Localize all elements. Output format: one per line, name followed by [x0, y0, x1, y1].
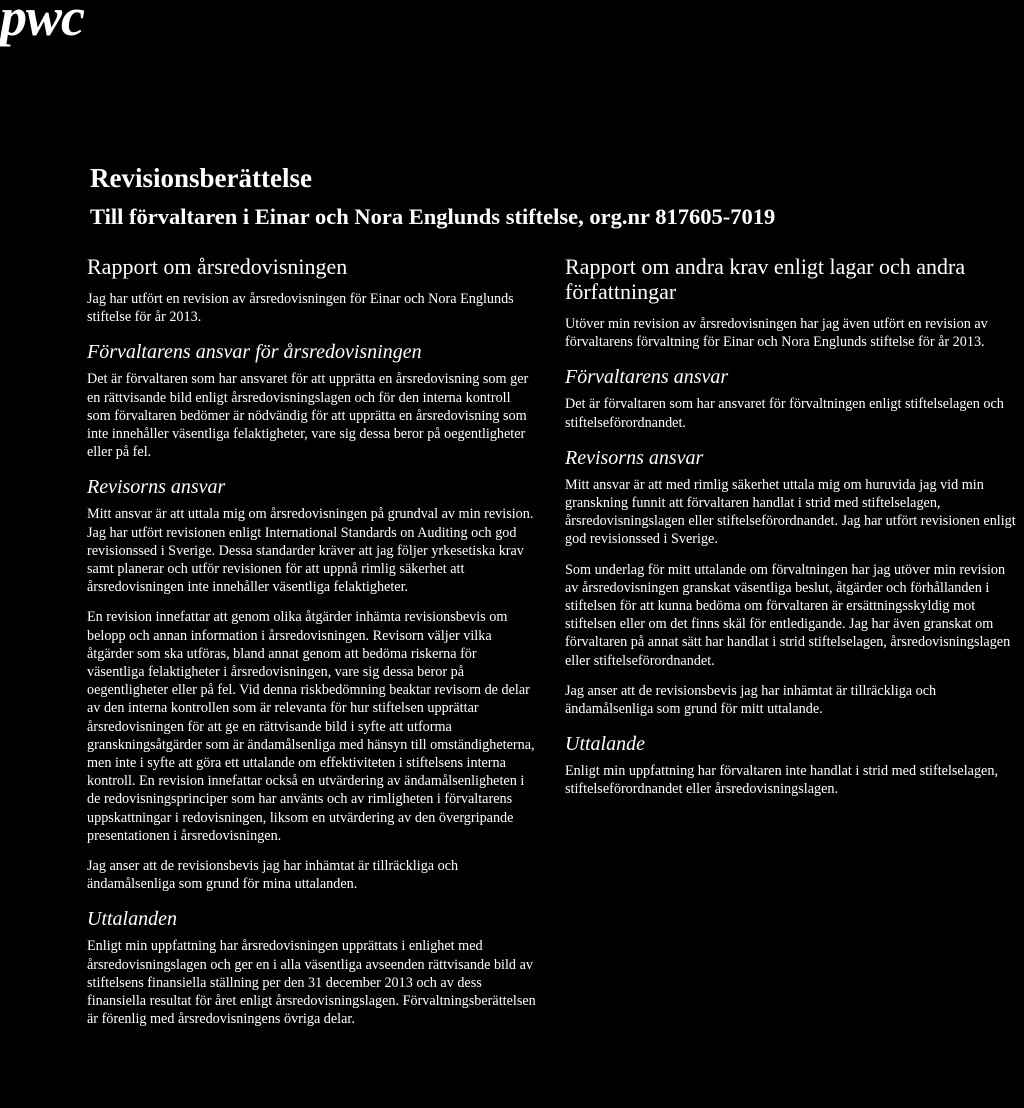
paragraph-auditor-responsibility-1: Mitt ansvar är att med rimlig säkerhet uttala mig om huruvida jag vid min granskning funnit att förvaltaren handlat i strid med stiftelselagen, årsredovisningslagen eller stiftelseförordnandet. Jag har utfört revisionen enligt god revisionssed i Sverige. [565, 476, 1016, 548]
pwc-logo: pwc [0, 0, 84, 47]
paragraph-auditor-responsibility-3: Jag anser att de revisionsbevis jag har inhämtat är tillräckliga och ändamålsenliga som grund för mitt uttalande. [565, 682, 937, 718]
paragraph-auditor-responsibility-1: Mitt ansvar är att uttala mig om årsredovisningen på grundval av min revision. Jag har utfört revisionen enligt International Standards on Auditing och god revisionssed i Sverige. Dessa standarder kräver att jag följer yrkesetiska krav samt planerar och utför revisionen för att uppnå rimlig säkerhet att årsredovisningen inte innehåller väsentliga felaktigheter. [87, 506, 534, 596]
document-title: Revisionsberättelse [90, 163, 312, 193]
subheading-management-responsibility: Förvaltarens ansvar [565, 366, 729, 389]
paragraph-auditor-responsibility-2: En revision innefattar att genom olika åtgärder inhämta revisionsbevis om belopp och annan information i årsredovisningen. Revisorn väljer vilka åtgärder som ska utföras, bland annat genom att bedöma riskerna för väsentliga felaktigheter i årsredovisningen, vare sig dessa beror på oegentligheter eller på fel. Vid denna riskbedömning beaktar revisorn de delar av den interna kontrollen som är relevanta för hur stiftelsen upprättar årsredovisningen för att ge en rättvisande bild i syfte att utforma granskningsåtgärder som är ändamålsenliga med hänsyn till omständigheterna, men inte i syfte att göra ett uttalande om effektiviteten i stiftelsens interna kontroll. En revision innefattar också en utvärdering av ändamålsenligheten i de redovisningsprinciper som har använts och av rimligheten i förvaltarens uppskattningar i redovisningen, liksom en utvärdering av den övergripande presentationen i årsredovisningen. [87, 609, 535, 844]
subheading-management-responsibility: Förvaltarens ansvar för årsredovisningen [87, 341, 422, 364]
paragraph-management-responsibility: Det är förvaltaren som har ansvaret för att upprätta en årsredovisning som ger en rättvisande bild enligt årsredovisningslagen och för den interna kontroll som förvaltaren bedömer är nödvändig för att upprätta en årsredovisning som inte innehåller väsentliga felaktigheter, vare sig dessa beror på oegentligheter eller på fel. [87, 371, 529, 461]
document-subtitle: Till förvaltaren i Einar och Nora Englunds stiftelse, org.nr 817605-7019 [90, 204, 776, 229]
section-heading-other-requirements: Rapport om andra krav enligt lagar och andra författningar [565, 254, 966, 304]
intro-paragraph: Utöver min revision av årsredovisningen har jag även utfört en revision av förvaltarens förvaltning för Einar och Nora Englunds stiftelse för år 2013. [565, 316, 988, 351]
paragraph-management-responsibility: Det är förvaltaren som har ansvaret för förvaltningen enligt stiftelselagen och stiftelseförordnandet. [565, 396, 1004, 431]
paragraph-opinions: Enligt min uppfattning har årsredovisningen upprättats i enlighet med årsredovisningslagen och ger en i alla väsentliga avseenden rättvisande bild av stiftelsens finansiella ställning per den 31 december 2013 och av dess finansiella resultat för året enligt årsredovisningslagen. Förvaltningsberättelsen är förenlig med årsredovisningens övriga delar. [87, 938, 536, 1028]
paragraph-opinion: Enligt min uppfattning har förvaltaren inte handlat i strid med stiftelselagen, stiftelseförordnandet eller årsredovisningslagen. [565, 763, 998, 798]
subheading-opinions: Uttalanden [87, 908, 177, 931]
section-heading-annual-report: Rapport om årsredovisningen [87, 254, 348, 279]
subheading-opinion: Uttalande [565, 733, 645, 756]
paragraph-auditor-responsibility-2: Som underlag för mitt uttalande om förvaltningen har jag utöver min revision av årsredovisningen granskat väsentliga beslut, åtgärder och förhållanden i stiftelsen för att kunna bedöma om förvaltaren är ersättningsskyldig mot stiftelsen eller om det finns skäl för entledigande. Jag har även granskat om förvaltaren på annat sätt har handlat i strid stiftelselagen, årsredovisningslagen eller stiftelseförordnandet. [565, 561, 1011, 669]
paragraph-auditor-responsibility-3: Jag anser att de revisionsbevis jag har inhämtat är tillräckliga och ändamålsenliga som grund för mina uttalanden. [87, 858, 459, 893]
left-column [87, 254, 537, 1041]
subheading-auditor-responsibility: Revisorns ansvar [565, 446, 704, 469]
right-column [565, 254, 1020, 811]
subheading-auditor-responsibility: Revisorns ansvar [87, 476, 226, 499]
intro-paragraph: Jag har utfört en revision av årsredovisningen för Einar och Nora Englunds stiftelse för år 2013. [87, 291, 514, 326]
